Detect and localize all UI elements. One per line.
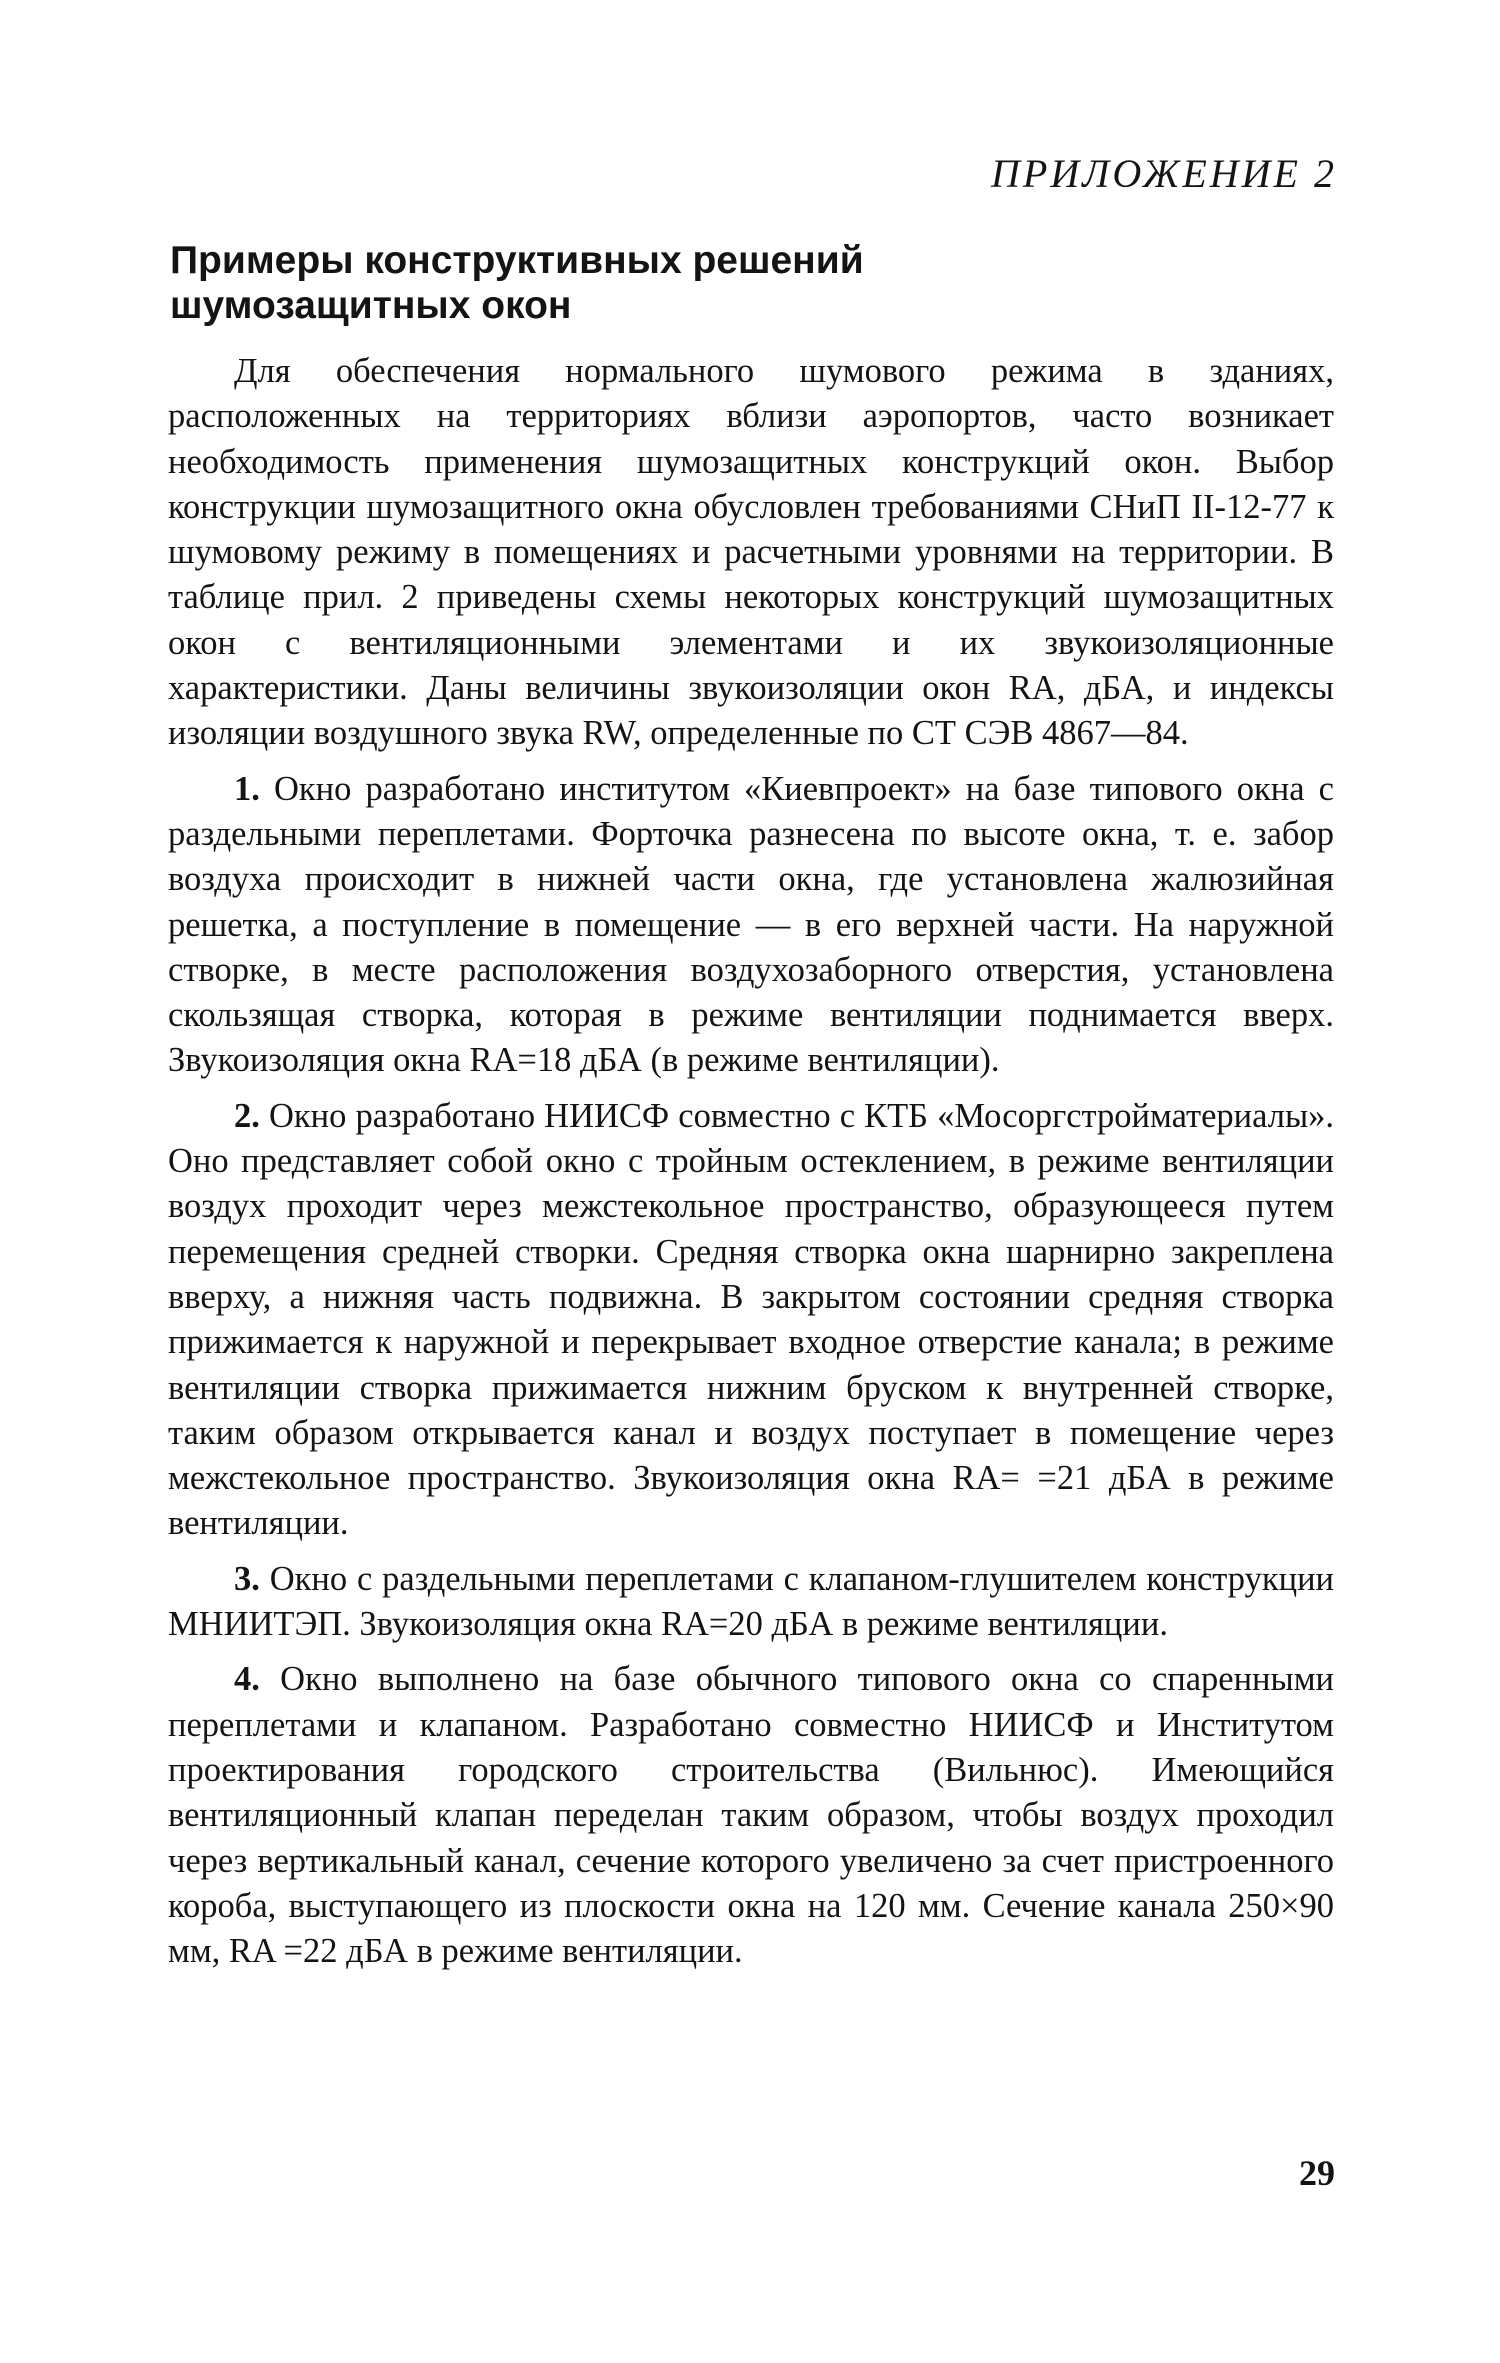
section-title-line-1: Примеры конструктивных решений bbox=[170, 239, 864, 282]
body-text bbox=[168, 349, 1334, 1974]
section-title bbox=[170, 238, 1070, 328]
intro-paragraph bbox=[168, 349, 1334, 757]
paragraph-text: Окно с раздельными переплетами с клапаном-глушителем конструкции МНИИТЭП. Звукоизоляция окна RA=20 дБА в режиме вентиляции. bbox=[168, 1559, 1334, 1644]
appendix-label: ПРИЛОЖЕНИЕ 2 bbox=[991, 151, 1337, 196]
paragraph-item-4 bbox=[168, 1657, 1334, 1974]
paragraph-item-2 bbox=[168, 1094, 1334, 1547]
paragraph-number: 2. bbox=[234, 1096, 260, 1135]
paragraph-item-1 bbox=[168, 767, 1334, 1084]
paragraph-item-3 bbox=[168, 1557, 1334, 1648]
paragraph-text: Окно выполнено на базе обычного типового окна со спаренными переплетами и клапаном. Разработано совместно НИИСФ и Институтом проектирования городского строительства (Вильнюс). Имеющийся вентиляционный клапан переделан таким образом, чтобы воздух проходил через вертикальный канал, сечение которого увеличено за счет пристроенного короба, выступающего из плоскости окна на 120 мм. Сечение канала 250×90 мм, RA =22 дБА в режиме вентиляции. bbox=[168, 1660, 1334, 1971]
paragraph-number: 4. bbox=[234, 1660, 260, 1699]
section-title-line-2: шумозащитных окон bbox=[170, 284, 572, 327]
page-number: 29 bbox=[1299, 2153, 1335, 2193]
paragraph-number: 1. bbox=[234, 769, 260, 808]
intro-paragraph-text: Для обеспечения нормального шумового режима в зданиях, расположенных на территориях вблизи аэропортов, часто возникает необходимость применения шумозащитных конструкций окон. Выбор конструкции шумозащитного окна обусловлен требованиями СНиП II-12-77 к шумовому режиму в помещениях и расчетными уровнями на территории. В таблице прил. 2 приведены схемы некоторых конструкций шумозащитных окон с вентиляционными элементами и их звукоизоляционные характеристики. Даны величины звукоизоляции окон RA, дБА, и индексы изоляции воздушного звука RW, определенные по СТ СЭВ 4867—84. bbox=[168, 352, 1334, 753]
paragraph-text: Окно разработано НИИСФ совместно с КТБ «Мосоргстройматериалы». Оно представляет собой окно с тройным остеклением, в режиме вентиляции воздух проходит через межстекольное пространство, образующееся путем перемещения средней створки. Средняя створка окна шарнирно закреплена вверху, а нижняя часть подвижна. В закрытом состоянии средняя створка прижимается к наружной и перекрывает входное отверстие канала; в режиме вентиляции створка прижимается нижним бруском к внутренней створке, таким образом открывается канал и воздух поступает в помещение через межстекольное пространство. Звукоизоляция окна RA= =21 дБА в режиме вентиляции. bbox=[168, 1096, 1335, 1543]
paragraph-text: Окно разработано институтом «Киевпроект» на базе типового окна с раздельными переплетами. Форточка разнесена по высоте окна, т. е. забор воздуха происходит в нижней части окна, где установлена жалюзийная решетка, а поступление в помещение — в его верхней части. На наружной створке, в месте расположения воздухозаборного отверстия, установлена скользящая створка, которая в режиме вентиляции поднимается вверх. Звукоизоляция окна RA=18 дБА (в режиме вентиляции). bbox=[168, 769, 1334, 1080]
paragraph-number: 3. bbox=[234, 1559, 260, 1598]
